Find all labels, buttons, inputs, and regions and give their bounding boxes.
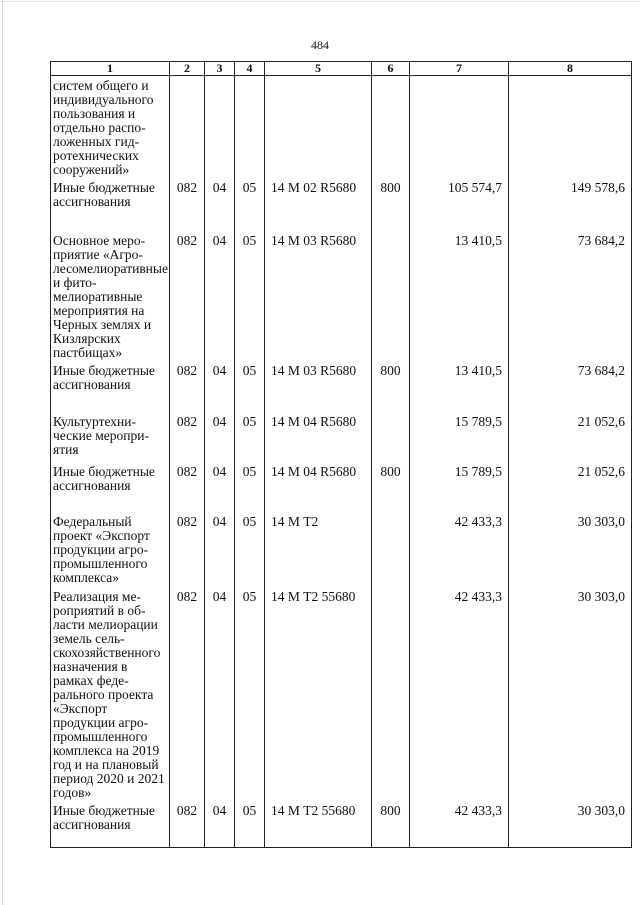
scan-edge-top [0,1,640,2]
row-target-article: 14 М 04 R5680 [265,465,372,515]
row-amount-2021: 30 303,0 [509,590,632,804]
row-amount-2021: 73 684,2 [509,234,632,364]
table-row [51,181,632,234]
row-name: Иные бюджетные ассигнования [51,465,170,515]
row-target-article: 14 М 02 R5680 [265,181,372,234]
header-col-4: 4 [235,62,265,76]
row-target-article: 14 М Т2 55680 [265,590,372,804]
row-name: Основное мероприятие «Агролесомелиоративные и фитомелиоративные мероприятия на Черных землях и Кизлярских пастбищах» [51,234,170,364]
table-row [51,364,632,415]
row-expense-type: 800 [372,465,410,515]
header-col-8: 8 [509,62,632,76]
row-amount-2021: 21 052,6 [509,465,632,515]
row-section-code: 04 [205,465,235,515]
row-expense-type: 800 [372,364,410,415]
row-amount-2020 [410,76,509,181]
header-col-6: 6 [372,62,410,76]
row-expense-type [372,590,410,804]
row-amount-2021 [509,76,632,181]
row-name: Федеральный проект «Экспорт продукции агропромышленного комплекса» [51,515,170,590]
row-subsection-code [235,76,265,181]
row-target-article: 14 М Т2 55680 [265,804,372,848]
row-amount-2021: 73 684,2 [509,364,632,415]
row-target-article: 14 М 03 R5680 [265,364,372,415]
page-number: 484 [311,38,329,52]
row-ministry-code: 082 [170,364,205,415]
row-subsection-code: 05 [235,415,265,465]
row-subsection-code: 05 [235,515,265,590]
budget-table [50,61,632,848]
row-section-code: 04 [205,590,235,804]
header-row [51,62,632,76]
row-expense-type: 800 [372,804,410,848]
row-section-code: 04 [205,364,235,415]
header-col-2: 2 [170,62,205,76]
row-name: Иные бюджетные ассигнования [51,181,170,234]
row-ministry-code: 082 [170,181,205,234]
table-row [51,804,632,848]
row-ministry-code: 082 [170,465,205,515]
scan-edge [2,0,3,905]
row-ministry-code [170,76,205,181]
row-target-article [265,76,372,181]
header-col-3: 3 [205,62,235,76]
row-amount-2020: 13 410,5 [410,234,509,364]
row-section-code: 04 [205,804,235,848]
row-expense-type: 800 [372,181,410,234]
row-ministry-code: 082 [170,590,205,804]
row-ministry-code: 082 [170,804,205,848]
row-subsection-code: 05 [235,804,265,848]
row-amount-2020: 15 789,5 [410,465,509,515]
table-row [51,465,632,515]
row-ministry-code: 082 [170,234,205,364]
row-section-code: 04 [205,234,235,364]
row-ministry-code: 082 [170,415,205,465]
row-subsection-code: 05 [235,465,265,515]
row-subsection-code: 05 [235,364,265,415]
row-target-article: 14 М Т2 [265,515,372,590]
row-name: Иные бюджетные ассигнования [51,364,170,415]
row-expense-type [372,515,410,590]
row-amount-2021: 30 303,0 [509,804,632,848]
table-row [51,76,632,181]
row-target-article: 14 М 04 R5680 [265,415,372,465]
row-ministry-code: 082 [170,515,205,590]
header-col-7: 7 [410,62,509,76]
table-row [51,590,632,804]
header-col-1: 1 [51,62,170,76]
row-amount-2021: 30 303,0 [509,515,632,590]
row-name: Иные бюджетные ассигнования [51,804,170,848]
row-expense-type [372,415,410,465]
row-subsection-code: 05 [235,234,265,364]
row-subsection-code: 05 [235,181,265,234]
row-subsection-code: 05 [235,590,265,804]
table-row [51,515,632,590]
row-section-code [205,76,235,181]
row-expense-type [372,76,410,181]
row-amount-2020: 15 789,5 [410,415,509,465]
row-expense-type [372,234,410,364]
header-col-5: 5 [265,62,372,76]
row-name: систем общего и индивидуального пользования и отдельно расположенных гидротехнических сооружений» [51,76,170,181]
row-amount-2021: 21 052,6 [509,415,632,465]
row-amount-2020: 13 410,5 [410,364,509,415]
row-target-article: 14 М 03 R5680 [265,234,372,364]
row-name: Культуртехнические мероприятия [51,415,170,465]
row-amount-2020: 42 433,3 [410,804,509,848]
row-amount-2020: 42 433,3 [410,590,509,804]
row-section-code: 04 [205,181,235,234]
row-section-code: 04 [205,415,235,465]
table-row [51,415,632,465]
row-section-code: 04 [205,515,235,590]
row-amount-2020: 42 433,3 [410,515,509,590]
table-row [51,234,632,364]
row-amount-2021: 149 578,6 [509,181,632,234]
row-name: Реализация мероприятий в области мелиорации земель сельскохозяйственного назначения в рамках федерального проекта «Экспорт продукции агропромышленного комплекса на 2019 год и на плановый период 2020 и 2021 годов» [51,590,170,804]
row-amount-2020: 105 574,7 [410,181,509,234]
